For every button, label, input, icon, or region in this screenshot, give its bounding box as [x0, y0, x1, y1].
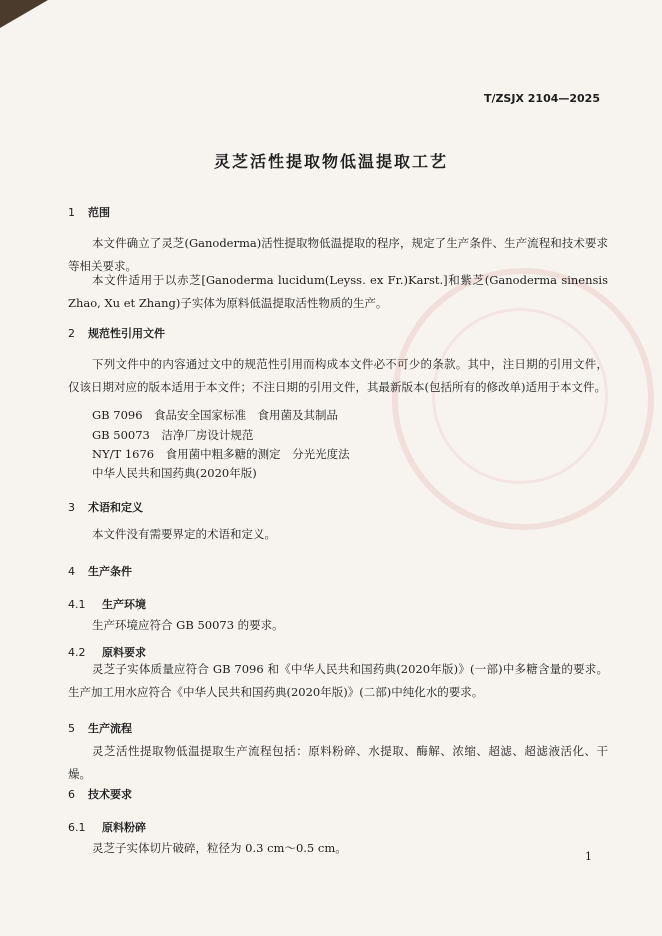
section-4-heading: [68, 563, 132, 579]
section-2-heading: [68, 325, 165, 341]
reference-item: GB 7096 食品安全国家标准 食用菌及其制品: [92, 408, 339, 422]
subsection-4-1-paragraph: 生产环境应符合 GB 50073 的要求。: [92, 618, 284, 632]
section-title: 技术要求: [88, 788, 132, 801]
standard-code: T/ZSJX 2104—2025: [483, 92, 600, 105]
section-1-paragraph-1: 本文件确立了灵芝(Ganoderma)活性提取物低温提取的程序，规定了生产条件、生产流程和技术要求等相关要求。: [68, 236, 608, 273]
section-title: 范围: [88, 206, 110, 219]
section-number: 2: [68, 327, 75, 340]
section-title: 术语和定义: [88, 501, 143, 514]
section-3-paragraph-1: 本文件没有需要界定的术语和定义。: [92, 527, 276, 541]
subsection-6-1-heading: [68, 819, 146, 835]
subsection-number: 4.1: [68, 598, 86, 611]
section-number: 6: [68, 788, 75, 801]
section-number: 5: [68, 722, 75, 735]
subsection-4-1-heading: [68, 596, 146, 612]
document-title: 灵芝活性提取物低温提取工艺: [213, 152, 448, 171]
section-number: 1: [68, 206, 75, 219]
reference-item: NY/T 1676 食用菌中粗多糖的测定 分光光度法: [92, 447, 350, 461]
section-6-heading: [68, 786, 132, 802]
section-number: 3: [68, 501, 75, 514]
scan-corner-mark: [0, 0, 48, 28]
section-5-heading: [68, 720, 132, 736]
section-2-paragraph-1: 下列文件中的内容通过文中的规范性引用而构成本文件必不可少的条款。其中，注日期的引用文件，仅该日期对应的版本适用于本文件；不注日期的引用文件，其最新版本(包括所有的修改单)适用于本文件。: [68, 357, 608, 394]
reference-item: GB 50073 洁净厂房设计规范: [92, 428, 254, 442]
section-3-heading: [68, 499, 143, 515]
subsection-title: 原料粉碎: [102, 821, 146, 834]
subsection-title: 原料要求: [102, 646, 146, 659]
subsection-6-1-paragraph: 灵芝子实体切片破碎，粒径为 0.3 cm～0.5 cm。: [92, 841, 347, 855]
section-5-paragraph: 灵芝活性提取物低温提取生产流程包括：原料粉碎、水提取、酶解、浓缩、超滤、超滤液活化、干燥。: [68, 744, 608, 781]
section-number: 4: [68, 565, 75, 578]
section-1-paragraph-2: 本文件适用于以赤芝[Ganoderma lucidum(Leyss. ex Fr.)Karst.]和紫芝(Ganoderma sinensis Zhao, Xu et Zhang)子实体为原料低温提取活性物质的生产。: [68, 273, 608, 310]
reference-item: 中华人民共和国药典(2020年版): [92, 466, 257, 480]
subsection-title: 生产环境: [102, 598, 146, 611]
section-1-heading: [68, 204, 110, 220]
page-number: 1: [585, 850, 592, 863]
section-title: 生产流程: [88, 722, 132, 735]
subsection-4-2-paragraph: 灵芝子实体质量应符合 GB 7096 和《中华人民共和国药典(2020年版)》(一部)中多糖含量的要求。生产加工用水应符合《中华人民共和国药典(2020年版)》(二部)中纯化水的要求。: [68, 662, 608, 699]
section-title: 生产条件: [88, 565, 132, 578]
section-title: 规范性引用文件: [88, 327, 165, 340]
subsection-number: 4.2: [68, 646, 86, 659]
subsection-number: 6.1: [68, 821, 86, 834]
